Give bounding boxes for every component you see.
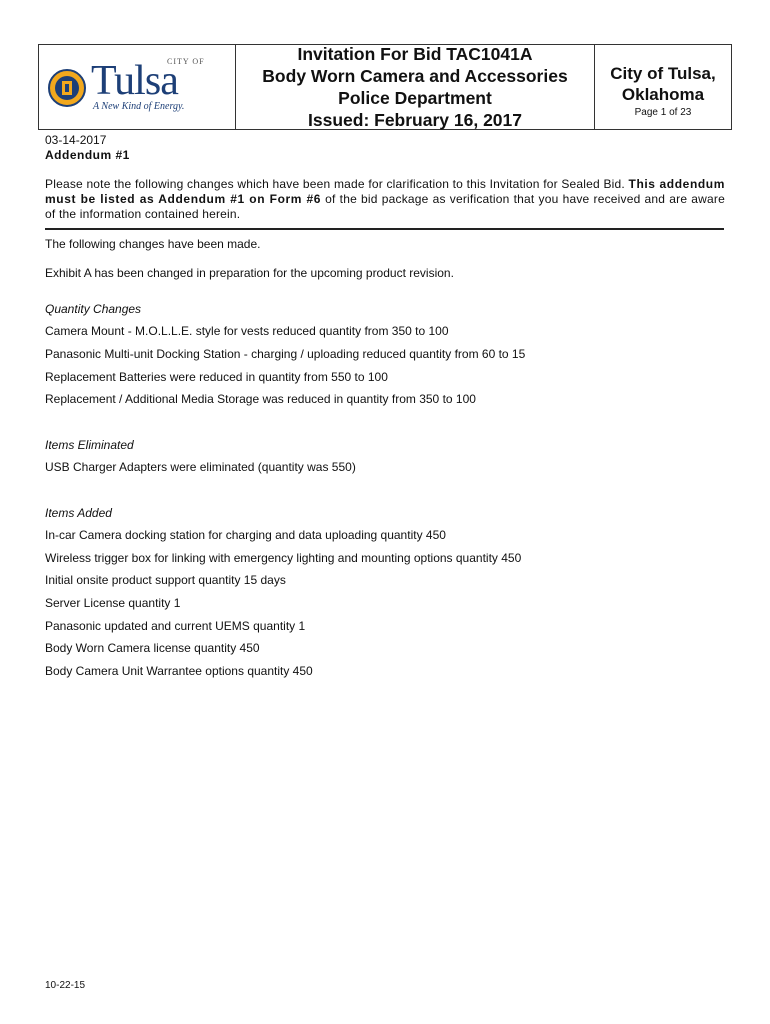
- header-box: [38, 44, 732, 130]
- list-item: Body Camera Unit Warrantee options quantity 450: [45, 664, 313, 678]
- items-eliminated-heading: Items Eliminated: [45, 438, 134, 452]
- notice-block: [45, 133, 725, 222]
- notice-rest: of the bid package as verification that you have received and are aware of the information contained herein.: [45, 192, 725, 221]
- logo-wordmark: Tulsa: [91, 58, 178, 104]
- city-line: City of Tulsa,: [610, 64, 716, 83]
- list-item: In-car Camera docking station for charging and data uploading quantity 450: [45, 528, 446, 542]
- logo-tagline: A New Kind of Energy.: [93, 101, 185, 112]
- notice-intro: Please note the following changes which have been made for clarification to this Invitation for Sealed Bid.: [45, 177, 625, 191]
- title-line: Invitation For Bid TAC1041A: [297, 44, 533, 64]
- city-line: Oklahoma: [621, 85, 705, 104]
- title-cell: [236, 45, 595, 129]
- divider: [45, 228, 724, 230]
- notice-paragraph: [45, 177, 725, 222]
- list-item: Wireless trigger box for linking with emergency lighting and mounting options quantity 450: [45, 551, 522, 565]
- list-item: Server License quantity 1: [45, 596, 181, 610]
- quantity-changes-heading: Quantity Changes: [45, 302, 142, 316]
- logo-city-of: CITY OF: [167, 57, 205, 66]
- changes-intro: The following changes have been made.: [45, 237, 261, 251]
- list-item: USB Charger Adapters were eliminated (quantity was 550): [45, 460, 356, 474]
- list-item: Body Worn Camera license quantity 450: [45, 641, 260, 655]
- items-added-heading: Items Added: [45, 506, 112, 520]
- city-cell: [595, 45, 731, 129]
- city-seal-icon: [48, 65, 86, 111]
- list-item: Panasonic updated and current UEMS quantity 1: [45, 619, 306, 633]
- notice-bold: This addendum must be listed as Addendum #1 on Form #6: [45, 177, 725, 206]
- page-number: Page 1 of 23: [634, 107, 692, 118]
- list-item: Panasonic Multi-unit Docking Station - charging / uploading reduced quantity from 60 to 15: [45, 347, 526, 361]
- footer-form-date: 10-22-15: [45, 980, 86, 991]
- list-item: Replacement / Additional Media Storage was reduced in quantity from 350 to 100: [45, 392, 476, 406]
- title-line: Issued: February 16, 2017: [308, 110, 522, 130]
- exhibit-note: Exhibit A has been changed in preparation for the upcoming product revision.: [45, 266, 454, 280]
- list-item: Camera Mount - M.O.L.L.E. style for vests reduced quantity from 350 to 100: [45, 324, 449, 338]
- list-item: Initial onsite product support quantity 15 days: [45, 573, 286, 587]
- title-line: Police Department: [338, 88, 492, 108]
- logo-cell: [39, 45, 236, 129]
- title-line: Body Worn Camera and Accessories: [262, 66, 568, 86]
- list-item: Replacement Batteries were reduced in quantity from 550 to 100: [45, 370, 388, 384]
- addendum-label: Addendum #1: [45, 148, 130, 162]
- addendum-date: 03-14-2017: [45, 133, 107, 147]
